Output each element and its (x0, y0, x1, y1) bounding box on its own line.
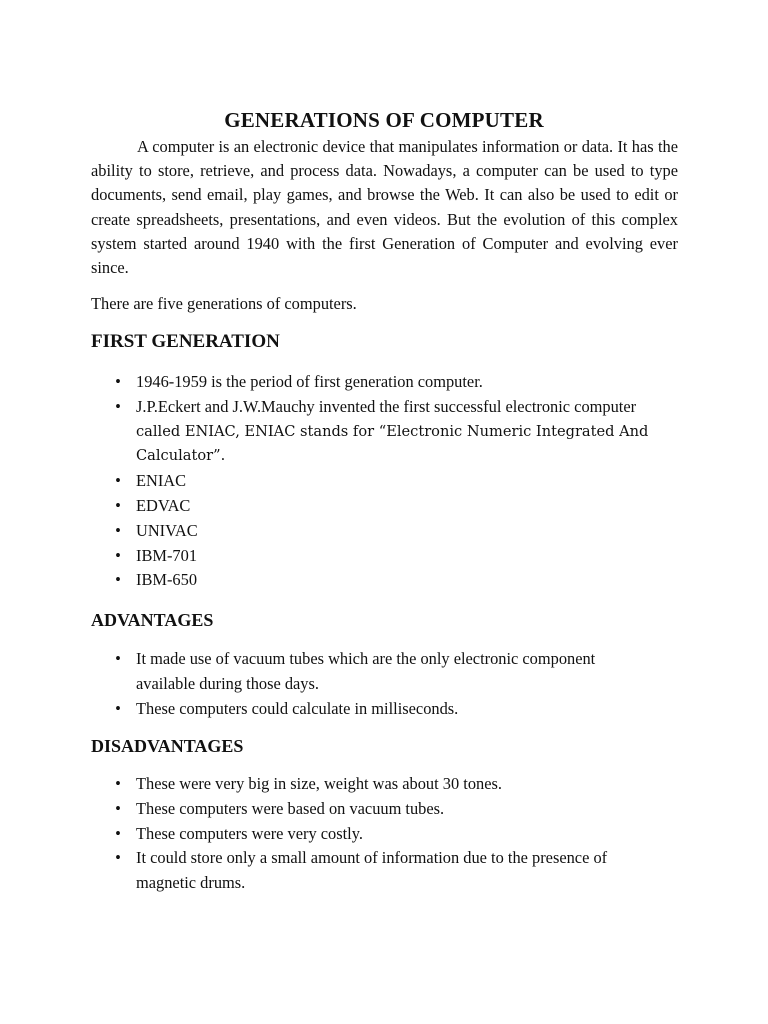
list-item (91, 697, 691, 722)
list-item (91, 370, 691, 395)
list-item (91, 797, 691, 822)
list-item-text: IBM-650 (136, 570, 198, 590)
list-item (91, 395, 691, 469)
bullet-icon: • (115, 520, 121, 540)
bullet-icon: • (115, 823, 121, 843)
list-item (91, 772, 691, 797)
list-item (91, 544, 691, 569)
disadvantages-heading: DISADVANTAGES (91, 736, 244, 756)
bullet-icon: • (115, 848, 121, 868)
bullet-icon: • (115, 545, 121, 565)
first-generation-heading: FIRST GENERATION (91, 331, 280, 352)
page-title: GENERATIONS OF COMPUTER (224, 108, 544, 133)
list-item-text: UNIVAC (136, 520, 198, 540)
bullet-icon: • (115, 471, 121, 491)
list-item-text: These computers were very costly. (136, 823, 363, 843)
list-item-continuation: called ENIAC, ENIAC stands for “Electronic Numeric Integrated And Calculator”. (136, 422, 649, 465)
bullet-icon: • (115, 372, 121, 391)
list-item (91, 846, 691, 896)
advantages-list (91, 647, 691, 721)
list-item-text: IBM-701 (136, 545, 198, 565)
list-item-text: ENIAC (136, 471, 187, 491)
intro-paragraph: A computer is an electronic device that manipulates information or data. It has the ability to store, retrieve, and process data. Nowadays, a computer can be used to type documents, send email, play games, and browse the Web. It can also be used to edit or create spreadsheets, presentations, and even videos. But the evolution of this complex system started around 1940 with the first Generation of Computer and evolving ever since. (91, 137, 678, 278)
bullet-icon: • (115, 798, 121, 818)
list-item-text: It could store only a small amount of information due to the presence of magnetic drums. (136, 848, 608, 893)
bullet-icon: • (115, 570, 121, 590)
list-item (91, 519, 691, 544)
list-item (91, 469, 691, 494)
bullet-icon: • (115, 698, 121, 718)
list-item-text: These computers could calculate in milliseconds. (136, 698, 459, 718)
list-item-text: It made use of vacuum tubes which are the only electronic component available during those days. (136, 649, 596, 693)
list-item (91, 647, 691, 697)
bullet-icon: • (115, 774, 121, 793)
bullet-icon: • (115, 649, 121, 668)
list-item-text: EDVAC (136, 495, 191, 515)
list-item (91, 822, 691, 847)
list-item-text: These were very big in size, weight was about 30 tones. (136, 774, 502, 793)
list-item (91, 568, 691, 593)
bullet-icon: • (115, 396, 121, 416)
list-item-text: 1946-1959 is the period of first generation computer. (136, 372, 483, 391)
first-generation-list (91, 370, 691, 593)
list-item (91, 494, 691, 519)
bullet-icon: • (115, 495, 121, 515)
disadvantages-list (91, 772, 691, 896)
advantages-heading: ADVANTAGES (91, 610, 214, 630)
list-item-text: These computers were based on vacuum tubes. (136, 798, 445, 818)
list-item-text: J.P.Eckert and J.W.Mauchy invented the first successful electronic computer (136, 396, 637, 416)
generations-note: There are five generations of computers. (91, 294, 357, 313)
